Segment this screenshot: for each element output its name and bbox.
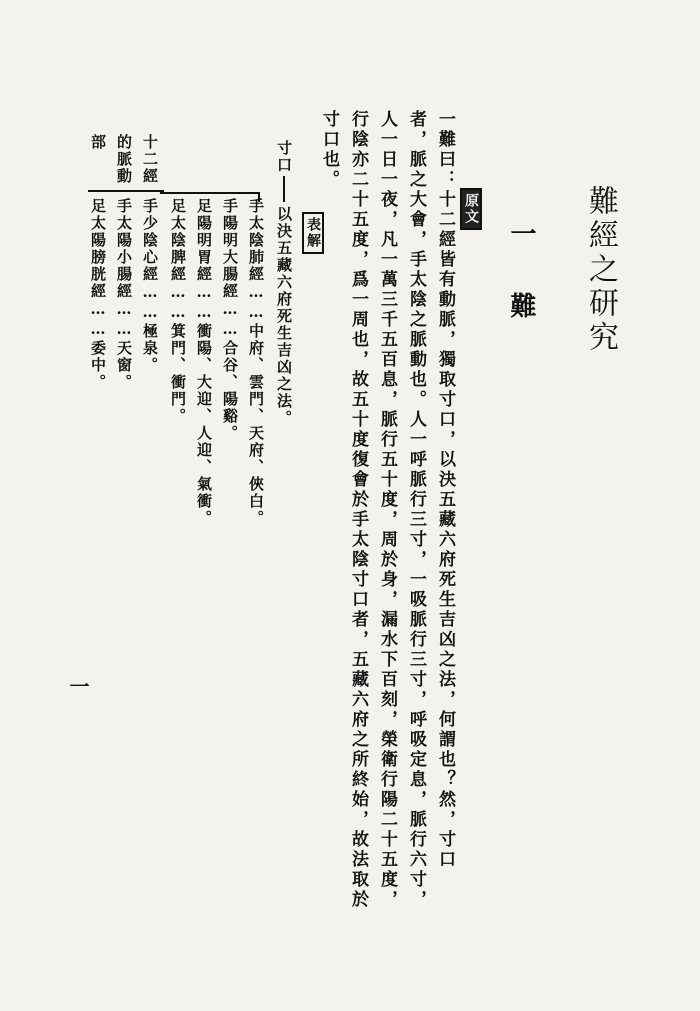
chapter-heading: 一 難 [506, 220, 536, 326]
page-number: 一 [66, 676, 90, 696]
group-label-col-1: 十二經 [141, 134, 159, 185]
group-label-col-2: 的脈動 [115, 134, 133, 185]
branch-stomach-meridian: 足陽明胃經……衝陽、大迎、人迎、氣衝。 [195, 198, 213, 527]
branch-lung-meridian: 手太陰肺經……中府、雲門、天府、俠白。 [247, 198, 265, 527]
text-column-3: 人一日一夜，凡一萬三千五百息，脈行五十度，周於身，漏水下百刻，榮衛行陽二十五度， [377, 110, 397, 910]
diagram-root: 寸口 [275, 140, 293, 174]
text-column-4: 行陰亦二十五度，爲一周也，故五十度復會於手太陰寸口者，五藏六府之所終始，故法取於 [348, 110, 368, 910]
book-title: 難經之研究 [583, 185, 618, 355]
upper-brace-top [160, 192, 258, 194]
branch-heart-meridian: 手少陰心經……極泉。 [141, 198, 159, 374]
group-label-col-3: 部 [89, 134, 107, 151]
branch-spleen-meridian: 足太陰脾經……箕門、衝門。 [169, 198, 187, 425]
branch-large-intestine-meridian: 手陽明大腸經……合谷、陽谿。 [221, 198, 239, 442]
root-connector-line [283, 176, 285, 202]
text-column-1: 一難曰：十二經皆有動脈，獨取寸口，以決五藏六府死生吉凶之法，何謂也？然，寸口 [435, 110, 455, 870]
branch-bladder-meridian: 足太陽膀胱經……委中。 [89, 198, 107, 391]
lower-brace-top [88, 190, 164, 192]
diagram-label: 表解 [302, 212, 324, 254]
text-column-2: 者，脈之大會，手太陰之脈動也。人一呼脈行三寸，一吸脈行三寸，呼吸定息，脈行六寸， [406, 110, 426, 910]
branch-small-intestine-meridian: 手太陽小腸經……天窗。 [115, 198, 133, 391]
section-label-original-text: 原文 [460, 188, 482, 230]
text-column-5: 寸口也。 [319, 110, 339, 190]
diagram-root-description: 以決五藏六府死生吉凶之法。 [275, 206, 293, 427]
